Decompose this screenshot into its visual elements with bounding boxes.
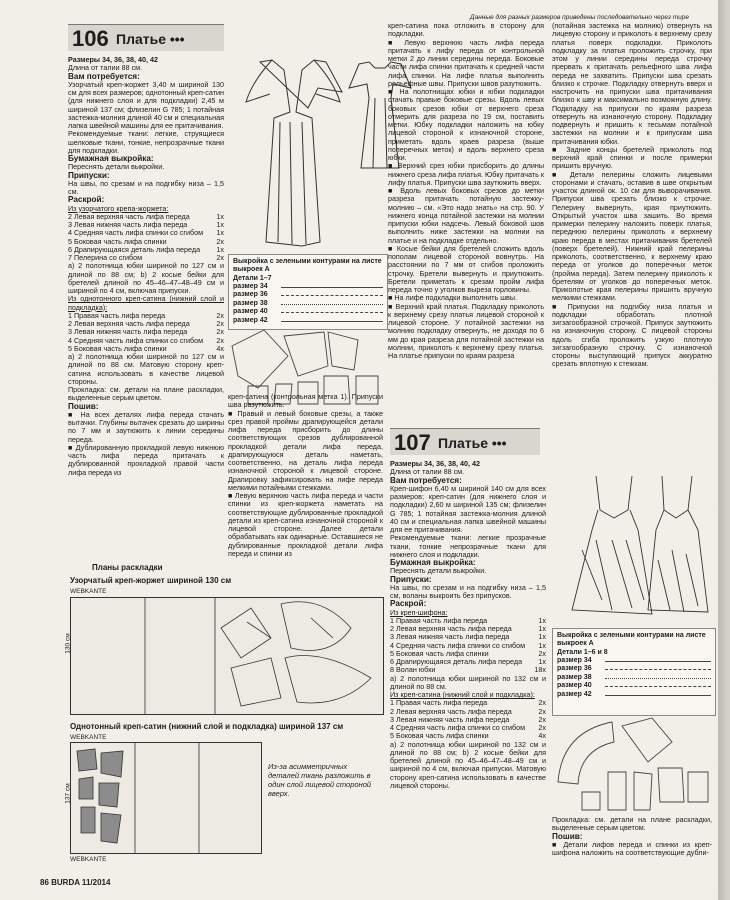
far-text-2: ■ Задние концы бретелей приколоть под верхний край спинки и после примерки пришить вручную. xyxy=(552,144,712,171)
cut-item-qty: 2x xyxy=(538,648,546,658)
col-106-left xyxy=(68,56,224,477)
layout-note-107: Прокладка: см. детали на плане раскладки, выделенные серым цветом. xyxy=(552,815,712,833)
cut-item-name: 3 Левая нижняя часть лифа переда xyxy=(68,220,188,229)
cut-item-qty: 2x xyxy=(216,335,224,345)
cut-sub1: Из креп-шифона: xyxy=(390,607,448,617)
cut-item-name: 8 Волан юбки xyxy=(390,665,436,675)
cut-item-name: 2 Левая верхняя часть лифа переда xyxy=(390,624,512,633)
cut-text-1: а) 2 полотнища юбки шириной по 132 см и длиной по 88 см. xyxy=(390,673,546,691)
far-text-1: (потайная застежка на молнию) отвернуть на лицевую сторону и приколоть к верхнему срезу платья поверх подкладки. Приколоть подкладку за платья проложить строчку, при этом у линии середины переда строчку прервать к притачать рельефного шва лифа переда не захватить. Припуски шва срезать близко к строчке. Подкладку отвернуть вверх и настрочить на припуски шва притачивания близко к шву и максимально возможную длину. Подкладку на припуски по краям разреза отвернуть на изнаночную сторону. Подкладку подвернуть и пришить к тесьмам потайной застежки на молнии и к припускам шва притачивания юбки. xyxy=(552,21,712,146)
fabrics-text: Рекомендуемые ткани: легкие, струящиеся шелковые ткани, тонкие, непрозрачные ткани для подкладки. xyxy=(68,129,224,155)
size-label: размер 38 xyxy=(233,299,268,307)
size-line xyxy=(605,669,711,670)
right-text-3: ■ На полотнищах юбки и юбки подкладки стачать правые боковые срезы. Вдоль левых боковых срезов юбки от верхнего среза отмерить для разреза по 19 см, поставить метки. Юбку подкладки наложить на юбку лицевой стороной к изнаночной стороне, приметать вдоль краев разреза (выше поперечных меток) и вдоль верхнего среза юбки. xyxy=(388,87,544,162)
cut-sub2: Из однотонного креп-сатина (нижний слой и подкладка): xyxy=(68,294,224,312)
size-legend-row xyxy=(557,674,711,683)
cut-item-qty: 2x xyxy=(538,723,546,732)
sew-2: ■ Дублированную прокладкой левую нижнюю часть лифа переда притачать к дублированной прокладкой правой части лифа переда из xyxy=(68,442,224,477)
sew-1: ■ На всех деталях лифа переда стачать вытачки. Глубины вытачек срезать до ширины по 7 мм и заутюжить к линии середины переда. xyxy=(68,409,224,444)
cut-item-qty: 2x xyxy=(538,714,546,724)
cut-item-name: 5 Боковая часть лифа спинки xyxy=(68,343,167,353)
allow-text: На швы, по срезам и на подгибку низа – 1,5 см. xyxy=(68,178,224,196)
model-number: 107 xyxy=(394,430,431,455)
page-edge xyxy=(718,0,730,900)
fabrics-text: Рекомендуемые ткани: легкие прозрачные ткани, тонкие непрозрачные ткани для нижнего слоя и подкладки. xyxy=(390,533,546,559)
layout-1-width: 130 см xyxy=(64,633,72,654)
right-text-7: ■ На лифе подкладки выполнить швы. xyxy=(388,293,518,303)
model-106-header xyxy=(68,24,224,51)
model-number: 106 xyxy=(72,26,109,51)
layout-2 xyxy=(70,742,262,854)
cut-item-qty: 1x xyxy=(216,228,224,238)
allow-text: На швы, по срезам и на подгибку низа – 1,5 см, воланы выкроить без припусков. xyxy=(390,582,546,600)
cut-item-qty: 18x xyxy=(534,665,546,675)
size-line xyxy=(281,312,383,313)
col-107 xyxy=(390,460,546,790)
cut-item-qty: 2x xyxy=(216,236,224,246)
right-text-5: ■ Вдоль левых боковых срезов до метки разреза притачать потайную застежку-молнию – см. «Это надо знать» на стр. 90. У нижнего конца потайной застежки на молнии припуски юбки надсечь. Левый боковой шов выполнить ниже застежки на молнии на платье и на подкладке отдельно. xyxy=(388,186,544,245)
pattern-heading: Бумажная выкройка: xyxy=(390,558,476,567)
cut-item-qty: 2x xyxy=(538,698,546,708)
model-title: Платье ••• xyxy=(116,31,185,47)
need-text: Узорчатый креп-жоржет 3,40 м шириной 130 см для всех размеров; однотонный креп-сатин (для нижнего слоя и для подкладки) 2,45 м шириной 137 см; флизелин G 785; 1 потайная застежка-молния длиной 40 см и специальная лапка швейной машины для ее притачивания. xyxy=(68,79,224,130)
size-line xyxy=(605,695,711,696)
cut-item-name: 5 Боковая часть лифа спинки xyxy=(68,236,167,246)
cut-item-name: 2 Левая верхняя часть лифа переда xyxy=(68,319,190,328)
cut-item-qty: 2x xyxy=(216,327,224,337)
mid-text-3: ■ Левую верхнюю часть лифа переда и части спинки из креп-жоржета наметать на соответствующие дублированные прокладкой детали из креп-сатина изнаночной стороной к лицевой стороне. Далее детали обрабатывать как одинарные. Оставшиеся не дублированные прокладкой детали лифа переда и спинки из xyxy=(228,491,383,558)
model-title: Платье ••• xyxy=(438,435,507,451)
tpl-heading: Выкройка с зелеными контурами на листе выкроек А xyxy=(557,632,706,648)
size-line xyxy=(605,661,711,662)
cut-text-1: а) 2 полотнища юбки шириной по 127 см и длиной по 88 см; b) 2 косые бейки для бретелей длиной по 45–46–47–48–49 см и шириной по 4 см, включая припуски. xyxy=(68,261,224,295)
cut-item-qty: 1x xyxy=(538,632,546,642)
length-106: Длина от талии 88 см. xyxy=(68,63,143,73)
need-heading: Вам потребуется: xyxy=(68,71,140,81)
cut-item-name: 3 Левая нижняя часть лифа переда xyxy=(68,327,188,337)
cut-item-qty: 4x xyxy=(216,343,224,353)
size-line xyxy=(281,321,383,322)
cut-item-name: 2 Левая верхняя часть лифа переда xyxy=(390,706,512,716)
pattern-text: Переснять детали выкройки. xyxy=(390,566,487,576)
cut-item-name: 1 Правая часть лифа переда xyxy=(68,310,166,320)
mid-text-2: ■ Правый и левый боковые срезы, а также срез правой проймы драпирующейся детали лифа переда присборить до длины соответствующих срезов дублированной прокладкой детали лифа переда, драпирующуюся деталь наметать, соответственно, на деталь лифа переда изнаночной стороной к лицевой стороне. Драпировку зафиксировать на лифе переда мелкими потайными стежками. xyxy=(228,408,383,492)
cut-list-1 xyxy=(68,213,224,263)
right-text-4: ■ Верхний срез юбки присборить до длины нижнего среза лифа платья. Юбку притачать к лифу платья. Припуски шва заутюжить вверх. xyxy=(388,161,544,187)
cut-item-qty: 1x xyxy=(216,211,224,221)
pattern-sizes-box-107 xyxy=(552,628,716,716)
cut-item-name: 5 Боковая часть лифа спинки xyxy=(390,731,489,741)
size-legend xyxy=(557,657,711,700)
layout-2-width: 137 см xyxy=(64,783,72,804)
cut-item-qty: 4x xyxy=(538,731,546,741)
need-text: Креп-шифон 6,40 м шириной 140 см для всех размеров; креп-сатин (для нижнего слоя и подкладки) 2,60 м шириной 135 см; флизелин G 785; 1 потайная застежка-молния длиной 40 см и специальная лапка швейной машины для ее притачивания. xyxy=(390,483,546,534)
cut-item-name: 1 Правая часть лифа переда xyxy=(390,698,488,708)
tpl-details: Детали 1–6 и 8 xyxy=(557,648,608,656)
cut-item-qty: 1x xyxy=(538,615,546,625)
dress-107-illustration xyxy=(552,470,712,620)
mid-text-1: креп-сатина (контрольная метка 1). Припуски шва разутюжить. xyxy=(228,392,383,410)
right-text-6: ■ Косые бейки для бретелей сложить вдоль пополам лицевой стороной вовнутрь. На расстоянии по 7 мм от сгибов проложить строчку. Бретели вывернуть и приутюжить. Бретели приметать к срезам пройм лифа переда точно у уголков выреза горловины. xyxy=(388,243,544,294)
right-text-1: креп-сатина пока отложить в сторону для подкладки. xyxy=(388,21,544,39)
cut-item-name: 1 Правая часть лифа переда xyxy=(390,615,488,625)
size-legend-row xyxy=(233,291,383,300)
tpl-heading: Выкройка с зелеными контурами на листе выкроек А xyxy=(233,258,382,274)
allow-heading: Припуски: xyxy=(68,170,110,180)
pattern-heading: Бумажная выкройка: xyxy=(68,154,154,163)
layout-note: Прокладка: см. детали на плане раскладки, выделенные серым цветом. xyxy=(68,385,224,403)
cut-list-1 xyxy=(390,617,546,675)
cut-list-2 xyxy=(68,312,224,353)
col-106-right xyxy=(388,22,544,360)
right-text-8: ■ Верхний край платья. Подкладку приколоть к верхнему срезу платья лицевой стороной к лицевой стороне. У потайной застежки на молнию подкладку отвернуть, не доходя по 6 мм до края разреза для потайной застежки на молнии, приколоть к верхнему срезу платья. На платье припуски по краям разреза xyxy=(388,301,544,360)
sew-1-107: ■ Детали лифов переда и спинки из креп-шифона наложить на соответствующие дубли- xyxy=(552,839,712,857)
cut-item-name: 7 Пелерина со сгибом xyxy=(68,253,143,262)
cut-item-name: 5 Боковая часть лифа спинки xyxy=(390,648,489,658)
layout-2-pieces xyxy=(71,743,261,853)
cut-text-2: а) 2 полотнища юбки шириной по 132 см и длиной по 88 см; b) 2 косые бейки для бретелей длиной по 45–46–47–48–49 см и шириной по 4 см, включая припуски. Матовую сторону креп-сатина использовать в качестве лицевой стороны. xyxy=(390,739,546,790)
layout-plans-heading: Планы раскладки xyxy=(92,563,163,572)
selvage-3: WEBKANTE xyxy=(70,856,107,863)
size-label: размер 40 xyxy=(233,308,268,316)
sew-heading: Пошив: xyxy=(68,401,99,411)
size-label: размер 42 xyxy=(557,690,592,698)
cut-sub2: Из креп-сатина (нижний слой и подкладка): xyxy=(390,690,535,699)
cut-item-qty: 1x xyxy=(216,244,224,254)
cut-heading: Раскрой: xyxy=(68,195,105,205)
pattern-text: Переснять детали выкройки. xyxy=(68,162,165,172)
model-107-header xyxy=(390,428,540,455)
cut-item-name: 2 Левая верхняя часть лифа переда xyxy=(68,211,190,221)
size-legend-row xyxy=(233,308,383,317)
far-text-4: ■ Припуски на подгибку низа платья и подкладки обработать плотной зигзагообразной строчкой. Припуск заутюжить на изнаночную сторону. С лицевой стороны вдоль сгиба проложить узкую плотную зигзагообразную строчку. С изнаночной стороны выступающий припуск аккуратно срезать вплотную к стежкам. xyxy=(552,301,712,369)
layout-remark: Из-за асимметричных деталей ткань разложить в один слой лицевой стороной вверх. xyxy=(268,762,372,798)
size-legend-row xyxy=(233,283,383,292)
size-legend-row xyxy=(557,657,711,666)
cut-item-qty: 1x xyxy=(216,220,224,229)
cut-item-qty: 1x xyxy=(538,624,546,633)
size-label: размер 34 xyxy=(233,282,268,290)
right-text-2: ■ Левую верхнюю часть лифа переда притачать к лифу переда от контрольной метки 2 до линии середины переда. Боковые части лифа спинки притачать к средней части лифа спинки. На лифе платья выполнить рельефные швы. Припуски швов разутюжить. xyxy=(388,37,544,88)
size-line xyxy=(281,287,383,288)
col-107-bottom xyxy=(552,816,712,857)
size-line xyxy=(605,678,711,679)
cut-item-qty: 1x xyxy=(538,640,546,650)
col-106-mid xyxy=(228,393,383,558)
page-footer: 86 BURDA 11/2014 xyxy=(40,878,111,887)
layout-2-heading: Однотонный креп-сатин (нижний слой и подкладка) шириной 137 см xyxy=(70,722,344,731)
cut-item-name: 3 Левая нижняя часть лифа переда xyxy=(390,632,510,642)
size-line xyxy=(281,304,383,305)
length-107: Длина от талии 88 см. xyxy=(390,467,465,477)
cut-text-2: а) 2 полотнища юбки шириной по 127 см и длиной по 88 см. Матовую сторону креп-сатина использовать в качестве лицевой стороны. xyxy=(68,352,224,386)
cut-item-qty: 1x xyxy=(538,657,546,666)
size-legend-row xyxy=(557,691,711,700)
selvage-1: WEBKANTE xyxy=(70,588,107,595)
cut-item-qty: 2x xyxy=(216,319,224,328)
cut-item-qty: 2x xyxy=(216,253,224,262)
selvage-2: WEBKANTE xyxy=(70,734,107,741)
layout-1 xyxy=(70,597,384,715)
cut-item-qty: 2x xyxy=(216,310,224,320)
cut-item-name: 4 Средняя часть лифа спинки со сгибом xyxy=(390,640,526,650)
cut-item-name: 4 Средняя часть лифа спинки со сгибом xyxy=(68,228,204,238)
layout-1-heading: Узорчатый креп-жоржет шириной 130 см xyxy=(70,576,232,585)
cut-item-name: 6 Драпирующаяся деталь лифа переда xyxy=(390,657,523,666)
size-line xyxy=(281,295,383,296)
cut-sub1: Из узорчатого крепа-жоржета: xyxy=(68,203,169,213)
size-legend xyxy=(233,283,383,326)
size-label: размер 38 xyxy=(557,673,592,681)
header-note: Данные для разных размеров приведены последовательно через тире xyxy=(470,14,689,21)
sizes-106: Размеры 34, 36, 38, 40, 42 xyxy=(68,55,158,64)
size-label: размер 40 xyxy=(557,682,592,690)
cut-item-name: 4 Средняя часть лифа спинки со сгибом xyxy=(390,723,526,732)
col-far-right xyxy=(552,22,712,369)
need-heading: Вам потребуется: xyxy=(390,475,462,485)
allow-heading: Припуски: xyxy=(390,574,432,584)
cut-item-qty: 2x xyxy=(538,706,546,716)
cut-item-name: 3 Левая нижняя часть лифа переда xyxy=(390,714,510,724)
sew-heading-107: Пошив: xyxy=(552,831,583,841)
size-label: размер 34 xyxy=(557,656,592,664)
size-line xyxy=(605,686,711,687)
size-legend-row xyxy=(557,665,711,674)
cut-list-2 xyxy=(390,699,546,740)
layout-1-pieces xyxy=(71,598,383,714)
size-legend-row xyxy=(233,317,383,326)
pattern-pieces-107 xyxy=(552,712,712,812)
pattern-sizes-box-106 xyxy=(228,254,388,330)
cut-heading: Раскрой: xyxy=(390,599,427,609)
size-label: размер 36 xyxy=(557,665,592,673)
cut-item-name: 4 Средняя часть лифа спинки со сгибом xyxy=(68,335,204,345)
size-label: размер 42 xyxy=(233,316,268,324)
cut-item-name: 6 Драпирующаяся деталь лифа переда xyxy=(68,244,201,254)
tpl-details: Детали 1–7 xyxy=(233,274,272,282)
far-text-3: ■ Детали пелерины сложить лицевыми сторонами и стачать, оставив в шве открытым участок длиной ок. 10 см для выворачивания. Припуски шва срезать близко к строчке. Пелерину вывернуть, края приутюжить. Открытый участок шва зашить. Во время примерки пелерину наложить поверх платья, переднюю пелерины приколоть к верхнему краю переда в местах притачивания бретелей (поверх бретелей). Нижний край пелерины приколоть, соответственно, к верхнему краю переда от уголков до поперечных меток (пройма переда). Затем пелерину приколоть к бретелям от уголков до поперечных меток. Приколотые края пелерины пришить вручную мелкими стежками. xyxy=(552,169,712,303)
size-legend-row xyxy=(233,300,383,309)
size-label: размер 36 xyxy=(233,291,268,299)
sizes-107: Размеры 34, 36, 38, 40, 42 xyxy=(390,459,480,468)
size-legend-row xyxy=(557,682,711,691)
